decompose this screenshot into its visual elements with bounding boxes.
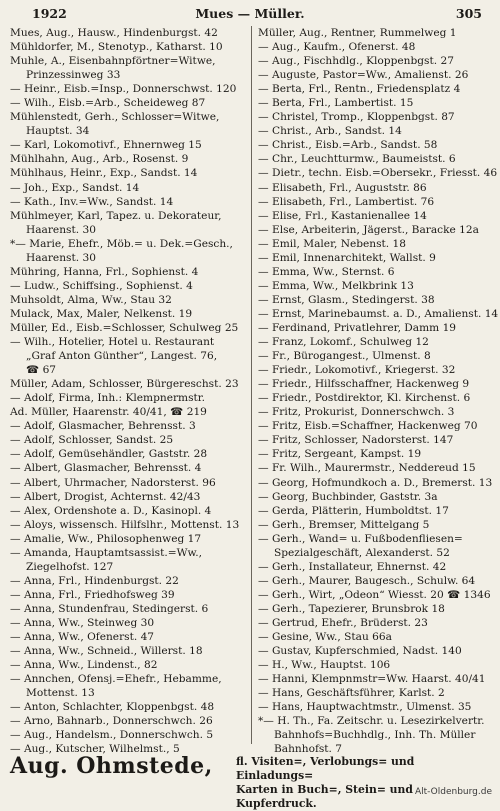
directory-entry: — Wilh., Hotelier, Hotel u. Restaurant — [10, 336, 215, 349]
directory-entry: Spezialgeschäft, Alexanderst. 52 — [274, 546, 450, 559]
directory-entry: Bahnhofst. 7 — [274, 743, 343, 756]
directory-entry: Mottenst. 13 — [26, 687, 95, 700]
directory-entry: — Friedr., Hilfsschaffner, Hackenweg 9 — [258, 378, 470, 391]
directory-entry: — Aug., Kaufm., Ofenerst. 48 — [258, 41, 416, 54]
right-column — [258, 26, 499, 756]
directory-entry: — Friedr., Lokomotivf., Kriegerst. 32 — [258, 364, 456, 377]
directory-entry: — Ernst, Marinebaumst. a. D., Amalienst. 14 — [258, 307, 499, 320]
directory-entry: — Gertrud, Ehefr., Brüderst. 23 — [258, 616, 428, 629]
directory-entry: Prinzessinweg 33 — [26, 69, 121, 82]
directory-entry: — Adolf, Gemüsehändler, Gaststr. 28 — [10, 448, 208, 461]
directory-entry: Hauptst. 34 — [26, 125, 90, 138]
directory-entry: — Gerh., Bremser, Mittelgang 5 — [258, 518, 430, 531]
directory-entry: Mühring, Hanna, Frl., Sophienst. 4 — [10, 265, 199, 278]
directory-entry: — Amalie, Ww., Philosophenweg 17 — [10, 532, 202, 545]
directory-entry: — Wilh., Eisb.=Arb., Scheideweg 87 — [10, 97, 206, 110]
advertisement-text — [236, 755, 490, 811]
directory-entry: — Gerh., Wirt, „Odeon“ Wiesst. 20 ☎ 1346 — [258, 588, 491, 601]
directory-entry: — Friedr., Postdirektor, Kl. Kirchenst. 6 — [258, 392, 471, 405]
directory-entry: — Alex, Ordenshote a. D., Kasinopl. 4 — [10, 504, 212, 517]
directory-entry: Ad. Müller, Haarenstr. 40/41, ☎ 219 — [10, 406, 207, 419]
directory-entry: — Gerh., Installateur, Ehnernst. 42 — [258, 560, 447, 573]
directory-entry: *— H. Th., Fa. Zeitschr. u. Lesezirkelvertr. — [258, 715, 485, 728]
directory-entry: — Emma, Ww., Sternst. 6 — [258, 265, 395, 278]
directory-entry: — Aug., Handelsm., Donnerschwch. 5 — [10, 729, 214, 742]
directory-entry: — Berta, Frl., Rentn., Friedensplatz 4 — [258, 83, 461, 96]
directory-entry: ☎ 67 — [26, 364, 57, 377]
directory-entry: — Kath., Inv.=Ww., Sandst. 14 — [10, 195, 174, 208]
directory-entry: — Joh., Exp., Sandst. 14 — [10, 181, 140, 194]
directory-entry: — Christ., Arb., Sandst. 14 — [258, 125, 402, 138]
directory-entry: — Elise, Frl., Kastanienallee 14 — [258, 209, 427, 222]
directory-entry: — Ernst, Glasm., Stedingerst. 38 — [258, 293, 435, 306]
directory-entry: — Emil, Innenarchitekt, Wallst. 9 — [258, 251, 436, 264]
left-column — [10, 26, 248, 756]
directory-entry: — Emma, Ww., Melkbrink 13 — [258, 279, 414, 292]
directory-entry: — Elisabeth, Frl., Lambertist. 76 — [258, 195, 435, 208]
advertiser-name: Aug. Ohmstede, — [10, 753, 213, 779]
directory-entry: — Else, Arbeiterin, Jägerst., Baracke 12a — [258, 223, 479, 236]
directory-entry: Mühlhaus, Heinr., Exp., Sandst. 14 — [10, 167, 198, 180]
directory-entry: — Hans, Geschäftsführer, Karlst. 2 — [258, 687, 445, 700]
directory-entry: — Heinr., Eisb.=Insp., Donnerschwst. 120 — [10, 83, 237, 96]
directory-entry: — Anna, Frl., Hindenburgst. 22 — [10, 574, 179, 587]
directory-entry: — Hanni, Klempnmstr=Ww. Haarst. 40/41 — [258, 673, 486, 686]
directory-entry: — Georg, Buchbinder, Gaststr. 3a — [258, 490, 438, 503]
directory-entry: Bahnhofs=Buchhdlg., Inh. Th. Müller — [274, 729, 476, 742]
header-title: Mues — Müller. — [195, 6, 305, 21]
directory-entry: Haarenst. 30 — [26, 251, 96, 264]
advertisement-line-1: fl. Visiten=, Verlobungs= und Einladungs= — [236, 755, 415, 782]
directory-entry: Mühldorfer, M., Stenotyp., Katharst. 10 — [10, 41, 223, 54]
watermark: Alt-Oldenburg.de — [414, 787, 492, 797]
column-divider — [251, 26, 252, 744]
directory-entry: — Anton, Schlachter, Kloppenbgst. 48 — [10, 701, 215, 714]
directory-entry: — Anna, Ww., Lindenst., 82 — [10, 659, 158, 672]
directory-entry: Müller, Adam, Schlosser, Bürgereschst. 23 — [10, 378, 239, 391]
directory-entry: — Albert, Drogist, Achternst. 42/43 — [10, 490, 201, 503]
directory-entry: Muhle, A., Eisenbahnpförtner=Witwe, — [10, 55, 216, 68]
directory-entry: — Aug., Kutscher, Wilhelmst., 5 — [10, 743, 180, 756]
directory-entry: — Georg, Hofmundkoch a. D., Bremerst. 13 — [258, 476, 493, 489]
directory-entry: — Gerh., Tapezierer, Brunsbrok 18 — [258, 602, 445, 615]
directory-entry: — H., Ww., Hauptst. 106 — [258, 659, 391, 672]
directory-entry: — Albert, Glasmacher, Behrensst. 4 — [10, 462, 202, 475]
directory-entry: Mühlhahn, Aug., Arb., Rosenst. 9 — [10, 153, 189, 166]
directory-entry: — Amanda, Hauptamtsassist.=Ww., — [10, 546, 203, 559]
directory-entry: — Gesine, Ww., Stau 66a — [258, 631, 392, 644]
directory-entry: Ziegelhofst. 127 — [26, 560, 114, 573]
directory-entry: — Fritz, Sergeant, Kampst. 19 — [258, 448, 422, 461]
directory-entry: — Fritz, Prokurist, Donnerschwch. 3 — [258, 406, 455, 419]
page-header — [10, 6, 490, 24]
directory-entry: — Chr., Leuchtturmw., Baumeistst. 6 — [258, 153, 456, 166]
directory-entry: — Ludw., Schiffsing., Sophienst. 4 — [10, 279, 193, 292]
directory-entry: Muhsoldt, Alma, Ww., Stau 32 — [10, 293, 172, 306]
directory-entry: — Gustav, Kupferschmied, Nadst. 140 — [258, 645, 462, 658]
directory-entry: — Fr., Bürogangest., Ulmenst. 8 — [258, 350, 431, 363]
directory-entry: — Ferdinand, Privatlehrer, Damm 19 — [258, 321, 457, 334]
directory-entry: — Auguste, Pastor=Ww., Amalienst. 26 — [258, 69, 469, 82]
directory-entry: — Franz, Lokomf., Schulweg 12 — [258, 336, 429, 349]
directory-entry: Haarenst. 30 — [26, 223, 96, 236]
directory-entry: — Christ., Eisb.=Arb., Sandst. 58 — [258, 139, 438, 152]
directory-entry: *— Marie, Ehefr., Möb.= u. Dek.=Gesch., — [10, 237, 233, 250]
directory-entry: — Adolf, Glasmacher, Behrensst. 3 — [10, 420, 196, 433]
directory-entry: Mues, Aug., Hausw., Hindenburgst. 42 — [10, 27, 218, 39]
directory-entry: — Anna, Ww., Steinweg 30 — [10, 616, 155, 629]
directory-entry: — Gerh., Wand= u. Fußbodenfliesen= — [258, 532, 463, 545]
directory-entry: — Fritz, Schlosser, Nadorsterst. 147 — [258, 434, 454, 447]
directory-entry: — Adolf, Schlosser, Sandst. 25 — [10, 434, 174, 447]
directory-entry: — Elisabeth, Frl., Auguststr. 86 — [258, 181, 427, 194]
directory-entry: — Karl, Lokomotivf., Ehnernweg 15 — [10, 139, 202, 152]
directory-entry: Müller, Aug., Rentner, Rummelweg 1 — [258, 27, 457, 39]
directory-entry: — Hans, Hauptwachtmstr., Ulmenst. 35 — [258, 701, 472, 714]
directory-entry: — Fritz, Eisb.=Schaffner, Hackenweg 70 — [258, 420, 478, 433]
directory-entry: — Anna, Ww., Schneid., Willerst. 18 — [10, 645, 203, 658]
directory-entry: — Albert, Uhrmacher, Nadorsterst. 96 — [10, 476, 216, 489]
directory-entry: — Adolf, Firma, Inh.: Klempnermstr. — [10, 392, 206, 405]
directory-entry: — Dietr., techn. Eisb.=Obersekr., Friesst. 46 — [258, 167, 498, 180]
directory-entry: — Anna, Frl., Friedhofsweg 39 — [10, 588, 175, 601]
directory-entry: — Arno, Bahnarb., Donnerschwch. 26 — [10, 715, 213, 728]
page-number: 305 — [455, 6, 482, 21]
directory-entry: — Anna, Stundenfrau, Stedingerst. 6 — [10, 602, 209, 615]
directory-entry: „Graf Anton Günther“, Langest. 76, — [26, 350, 218, 363]
header-year: 1922 — [32, 6, 67, 21]
directory-entry: — Fr. Wilh., Maurermstr., Neddereud 15 — [258, 462, 476, 475]
directory-entry: — Berta, Frl., Lambertist. 15 — [258, 97, 414, 110]
directory-entry: — Annchen, Ofensj.=Ehefr., Hebamme, — [10, 673, 222, 686]
directory-entry: — Emil, Maler, Nebenst. 18 — [258, 237, 407, 250]
directory-entry: — Anna, Ww., Ofenerst. 47 — [10, 631, 155, 644]
directory-entry: — Gerda, Plätterin, Humboldtst. 17 — [258, 504, 449, 517]
directory-entry: — Christel, Tromp., Kloppenbgst. 87 — [258, 111, 455, 124]
directory-entry: Mulack, Max, Maler, Nelkenst. 19 — [10, 307, 193, 320]
directory-entry: Mühlmeyer, Karl, Tapez. u. Dekorateur, — [10, 209, 222, 222]
directory-entry: — Aug., Fischhdlg., Kloppenbgst. 27 — [258, 55, 454, 68]
advertisement-line-2: Karten in Buch=, Stein= und Kupferdruck. — [236, 783, 413, 810]
directory-entry: — Gerh., Maurer, Baugesch., Schulw. 64 — [258, 574, 476, 587]
directory-entry: Mühlenstedt, Gerh., Schlosser=Witwe, — [10, 111, 220, 124]
directory-entry: — Aloys, wissensch. Hilfslhr., Mottenst. 13 — [10, 518, 240, 531]
directory-entry: Müller, Ed., Eisb.=Schlosser, Schulweg 25 — [10, 321, 239, 334]
